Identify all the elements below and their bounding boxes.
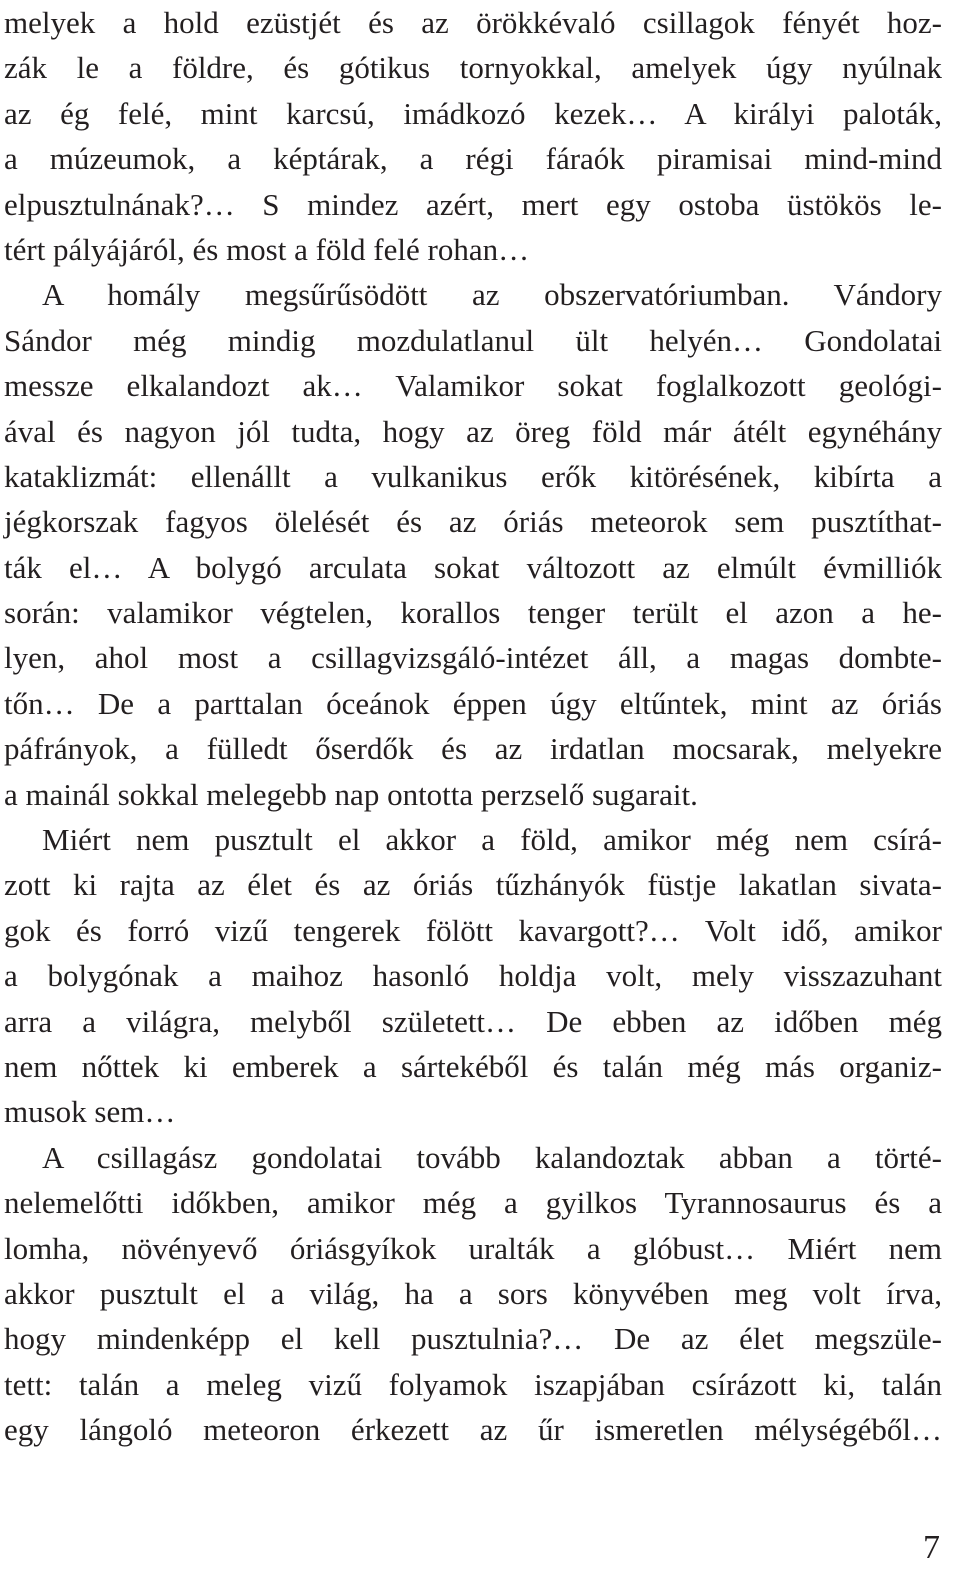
text-line: nelemelőtti időkben, amikor még a gyilkos Tyrannosaurus és a bbox=[4, 1185, 942, 1221]
text-line: messze elkalandozt ak… Valamikor sokat foglalkozott geológi- bbox=[4, 368, 942, 404]
text-line: hogy mindenképp el kell pusztulnia?… De az élet megszüle- bbox=[4, 1321, 942, 1357]
text-line: elpusztulnának?… S mindez azért, mert egy ostoba üstökös le- bbox=[4, 186, 942, 222]
text-line: páfrányok, a fülledt őserdők és az irdatlan mocsarak, melyekre bbox=[4, 731, 942, 767]
text-line: arra a világra, melyből született… De ebben az időben még bbox=[4, 1003, 942, 1039]
text-line: gok és forró vizű tengerek fölött kavargott?… Volt idő, amikor bbox=[4, 912, 942, 948]
text-line: során: valamikor végtelen, korallos tenger terült el azon a he- bbox=[4, 595, 942, 631]
text-line: kataklizmát: ellenállt a vulkanikus erők kitörésének, kibírta a bbox=[4, 458, 942, 494]
text-line: a bolygónak a maihoz hasonló holdja volt, mely visszazuhant bbox=[4, 958, 942, 994]
text-line: tért pályájáról, és most a föld felé rohan… bbox=[4, 231, 530, 267]
text-line: a mainál sokkal melegebb nap ontotta perzselő sugarait. bbox=[4, 776, 698, 812]
text-line: ták el… A bolygó arculata sokat változott az elmúlt évmilliók bbox=[4, 549, 942, 585]
text-line: jégkorszak fagyos ölelését és az óriás meteorok sem pusztíthat- bbox=[4, 504, 942, 540]
text-line: Miért nem pusztult el akkor a föld, amikor még nem csírá- bbox=[42, 822, 942, 858]
body-text bbox=[4, 0, 942, 1453]
text-line: melyek a hold ezüstjét és az örökkévaló csillagok fényét hoz- bbox=[4, 5, 942, 40]
text-line: lyen, ahol most a csillagvizsgáló-intézet áll, a magas dombte- bbox=[4, 640, 942, 676]
text-line: lomha, növényevő óriásgyíkok uralták a glóbust… Miért nem bbox=[4, 1230, 942, 1266]
text-line: akkor pusztult el a világ, ha a sors könyvében meg volt írva, bbox=[4, 1275, 942, 1311]
text-line: A csillagász gondolatai tovább kalandoztak abban a törté- bbox=[42, 1139, 942, 1175]
text-line: tett: talán a meleg vizű folyamok iszapjában csírázott ki, talán bbox=[4, 1366, 942, 1402]
text-line: musok sem… bbox=[4, 1094, 176, 1130]
text-line: tőn… De a parttalan óceánok éppen úgy eltűntek, mint az óriás bbox=[4, 685, 942, 721]
text-line: ával és nagyon jól tudta, hogy az öreg föld már átélt egynéhány bbox=[4, 413, 942, 449]
text-line: egy lángoló meteoron érkezett az űr ismeretlen mélységéből… bbox=[4, 1412, 942, 1448]
text-line: Sándor még mindig mozdulatlanul ült helyén… Gondolatai bbox=[4, 322, 942, 358]
text-line: zák le a földre, és gótikus tornyokkal, amelyek úgy nyúlnak bbox=[4, 50, 942, 86]
text-line: nem nőttek ki emberek a sártekéből és talán még más organiz- bbox=[4, 1048, 942, 1084]
text-line: A homály megsűrűsödött az obszervatóriumban. Vándory bbox=[42, 277, 942, 313]
text-line: a múzeumok, a képtárak, a régi fáraók piramisai mind-mind bbox=[4, 141, 942, 177]
text-line: az ég felé, mint karcsú, imádkozó kezek… A királyi paloták, bbox=[4, 95, 942, 131]
text-line: zott ki rajta az élet és az óriás tűzhányók füstje lakatlan sivata- bbox=[4, 867, 942, 903]
page-number: 7 bbox=[923, 1529, 940, 1566]
